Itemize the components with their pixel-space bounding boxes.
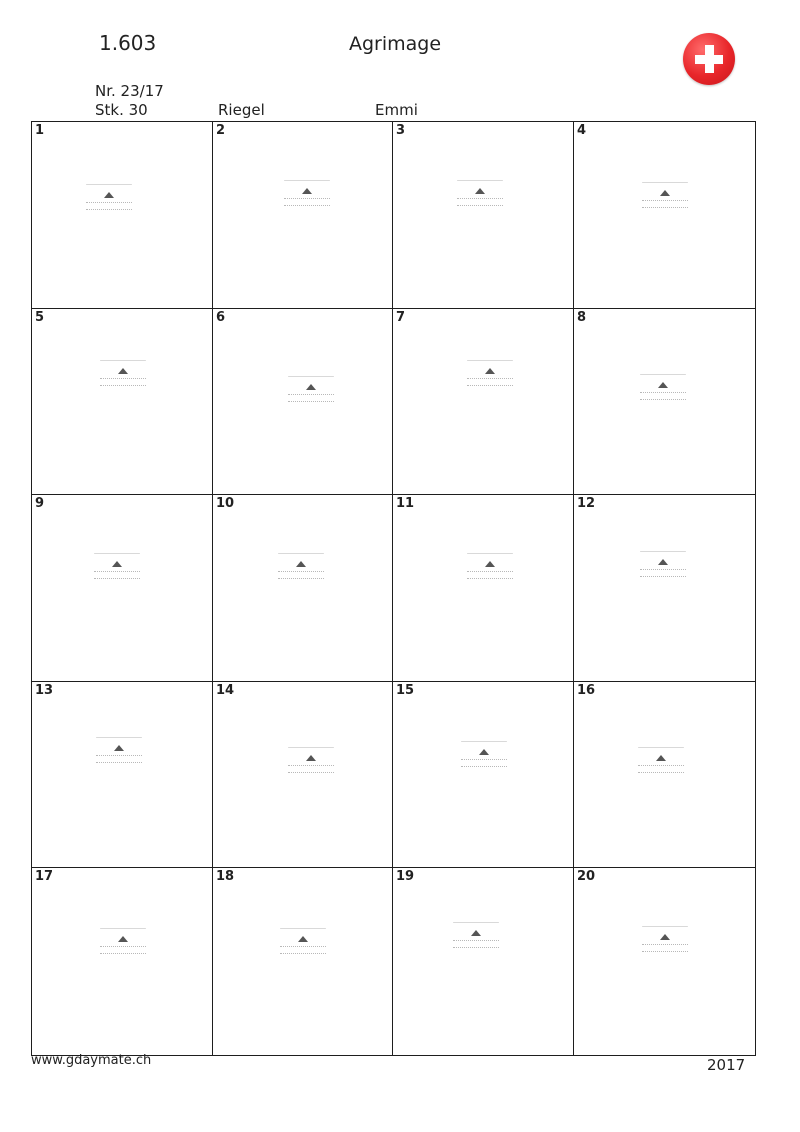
slot-number: 8 <box>577 310 587 325</box>
sticker-placeholder-icon <box>638 747 684 779</box>
collection-slot <box>392 494 574 682</box>
sticker-placeholder-icon <box>642 926 688 958</box>
collection-slot <box>573 494 756 682</box>
sticker-placeholder-icon <box>642 182 688 214</box>
collection-slot <box>392 681 574 868</box>
collection-slot <box>392 867 574 1056</box>
slot-number: 12 <box>577 496 596 511</box>
sticker-placeholder-icon <box>100 928 146 960</box>
collection-grid <box>31 121 755 1055</box>
slot-number: 7 <box>396 310 406 325</box>
collection-slot <box>573 681 756 868</box>
collection-slot <box>212 121 393 309</box>
sticker-placeholder-icon <box>288 376 334 408</box>
slot-number: 2 <box>216 123 226 138</box>
collection-slot <box>573 121 756 309</box>
sticker-placeholder-icon <box>640 374 686 406</box>
slot-number: 19 <box>396 869 415 884</box>
slot-number: 18 <box>216 869 235 884</box>
issue-number: Nr. 23/17 <box>95 82 164 100</box>
sticker-placeholder-icon <box>453 922 499 954</box>
sticker-placeholder-icon <box>86 184 132 216</box>
sticker-placeholder-icon <box>640 551 686 583</box>
sticker-placeholder-icon <box>100 360 146 392</box>
slot-number: 14 <box>216 683 235 698</box>
slot-number: 11 <box>396 496 415 511</box>
slot-number: 9 <box>35 496 45 511</box>
slot-number: 6 <box>216 310 226 325</box>
piece-count: Stk. 30 <box>95 101 148 119</box>
collection-slot <box>212 494 393 682</box>
slot-number: 15 <box>396 683 415 698</box>
collection-slot <box>31 308 213 495</box>
collection-slot <box>212 308 393 495</box>
catalog-number: 1.603 <box>99 31 157 55</box>
slot-number: 10 <box>216 496 235 511</box>
category-label: Riegel <box>218 101 265 119</box>
footer-year: 2017 <box>707 1056 746 1074</box>
collection-slot <box>573 867 756 1056</box>
page-title: Agrimage <box>348 33 442 55</box>
collection-slot <box>31 867 213 1056</box>
sticker-placeholder-icon <box>284 180 330 212</box>
sticker-placeholder-icon <box>461 741 507 773</box>
sticker-placeholder-icon <box>94 553 140 585</box>
sticker-placeholder-icon <box>288 747 334 779</box>
sticker-placeholder-icon <box>278 553 324 585</box>
slot-number: 1 <box>35 123 45 138</box>
collection-slot <box>212 681 393 868</box>
sticker-placeholder-icon <box>467 360 513 392</box>
slot-number: 16 <box>577 683 596 698</box>
sticker-placeholder-icon <box>96 737 142 769</box>
slot-number: 5 <box>35 310 45 325</box>
collection-slot <box>573 308 756 495</box>
swiss-flag-icon <box>683 33 735 85</box>
slot-number: 17 <box>35 869 54 884</box>
collection-slot <box>392 121 574 309</box>
slot-number: 13 <box>35 683 54 698</box>
slot-number: 3 <box>396 123 406 138</box>
collection-slot <box>31 681 213 868</box>
footer-url: www.gdaymate.ch <box>31 1053 152 1068</box>
collection-slot <box>31 121 213 309</box>
slot-number: 20 <box>577 869 596 884</box>
brand-label: Emmi <box>375 101 418 119</box>
collection-slot <box>31 494 213 682</box>
sticker-placeholder-icon <box>280 928 326 960</box>
sticker-placeholder-icon <box>457 180 503 212</box>
collection-slot <box>212 867 393 1056</box>
collection-slot <box>392 308 574 495</box>
slot-number: 4 <box>577 123 587 138</box>
sticker-placeholder-icon <box>467 553 513 585</box>
